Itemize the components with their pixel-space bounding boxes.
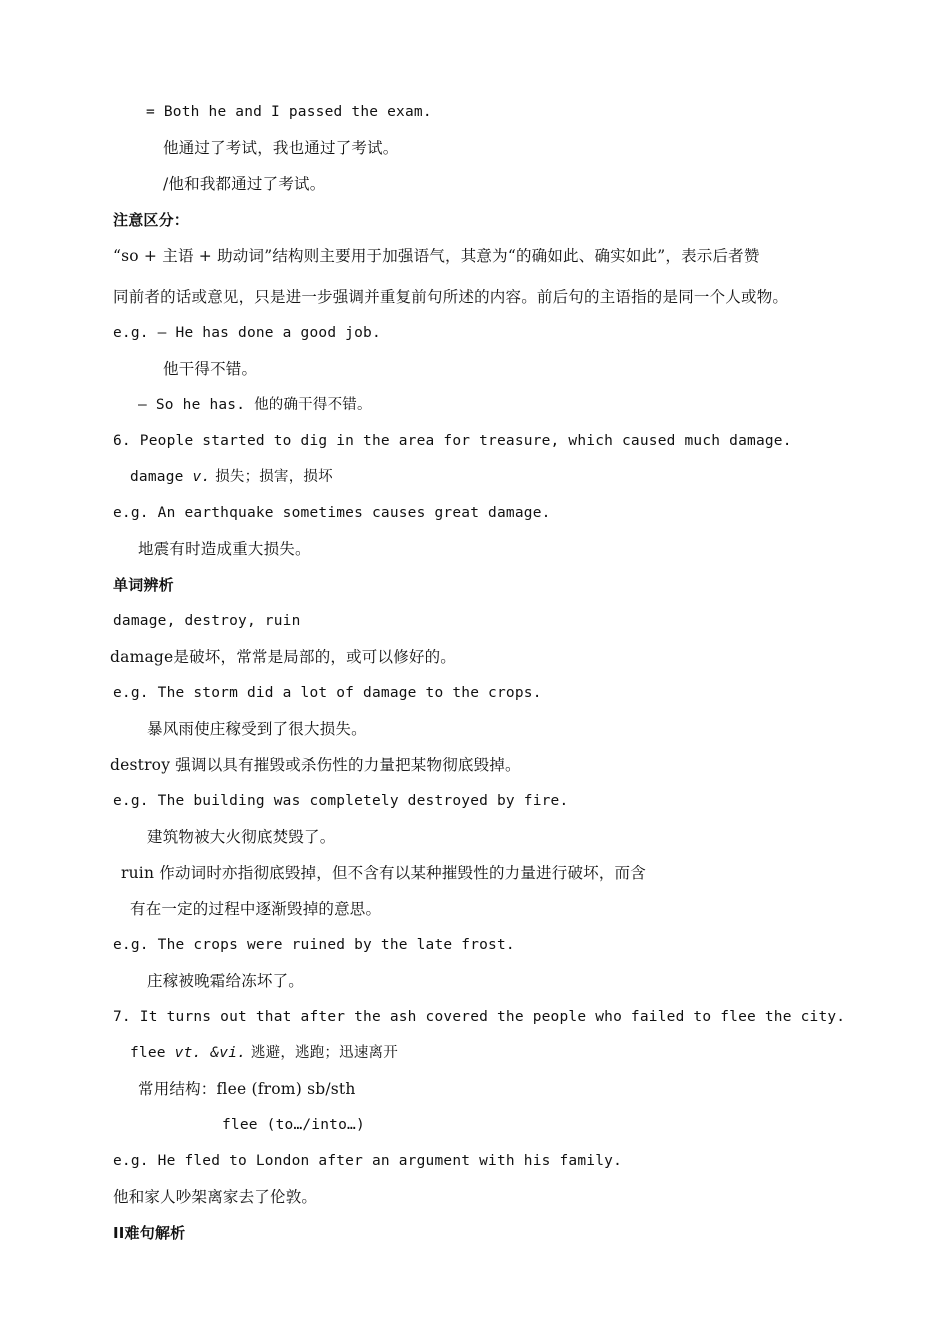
section-heading-difficult-sentences: II难句解析 bbox=[113, 1224, 186, 1242]
headword: damage bbox=[130, 469, 193, 485]
example-translation-alt: /他和我都通过了考试。 bbox=[163, 175, 326, 193]
common-structure: 常用结构：flee (from) sb/sth bbox=[138, 1080, 356, 1098]
numbered-item-6: 6. People started to dig in the area for treasure, which caused much damage. bbox=[113, 433, 792, 449]
example-equivalent-sentence: = Both he and I passed the exam. bbox=[146, 104, 432, 120]
part-of-speech: v. bbox=[192, 469, 211, 485]
example-sentence: e.g. The crops were ruined by the late frost. bbox=[113, 937, 515, 953]
example-sentence: e.g. The storm did a lot of damage to the crops. bbox=[113, 685, 542, 701]
definition: 逃避，逃跑；迅速离开 bbox=[246, 1045, 398, 1061]
example-sentence: e.g. An earthquake sometimes causes great damage. bbox=[113, 505, 551, 521]
part-of-speech: vt. &vi. bbox=[174, 1045, 247, 1061]
example-sentence: e.g. He fled to London after an argument with his family. bbox=[113, 1153, 622, 1169]
example-translation: 建筑物被大火彻底焚毁了。 bbox=[147, 828, 336, 846]
word-list: damage, destroy, ruin bbox=[113, 613, 301, 629]
example-translation: 庄稼被晚霜给冻坏了。 bbox=[147, 972, 305, 990]
section-heading-word-analysis: 单词辨析 bbox=[113, 576, 174, 594]
example-translation: 他通过了考试，我也通过了考试。 bbox=[163, 139, 399, 157]
word-explanation-continued: 有在一定的过程中逐渐毁掉的意思。 bbox=[130, 900, 382, 918]
paragraph-line: 同前者的话或意见，只是进一步强调并重复前句所述的内容。前后句的主语指的是同一个人或物。 bbox=[113, 288, 789, 306]
example-translation: 地震有时造成重大损失。 bbox=[138, 540, 311, 558]
definition: 损失；损害，损坏 bbox=[210, 469, 333, 485]
word-explanation: damage是破坏，常常是局部的，或可以修好的。 bbox=[110, 648, 456, 666]
word-explanation: destroy 强调以具有摧毁或杀伤性的力量把某物彻底毁掉。 bbox=[110, 756, 521, 774]
section-heading-note: 注意区分： bbox=[113, 211, 190, 229]
example-translation: 他和家人吵架离家去了伦敦。 bbox=[113, 1188, 318, 1206]
word-definition bbox=[130, 1043, 398, 1063]
example-translation: 暴风雨使庄稼受到了很大损失。 bbox=[147, 720, 367, 738]
example-sentence: — So he has. 他的确干得不错。 bbox=[138, 397, 372, 413]
common-structure-alt: flee (to…/into…) bbox=[222, 1117, 365, 1133]
example-sentence: e.g. The building was completely destroyed by fire. bbox=[113, 793, 569, 809]
headword: flee bbox=[130, 1045, 175, 1061]
example-sentence: e.g. — He has done a good job. bbox=[113, 325, 381, 341]
example-translation: 他干得不错。 bbox=[163, 360, 258, 378]
paragraph-line: “so + 主语 + 助动词”结构则主要用于加强语气，其意为“的确如此、确实如此”，表示后者赞 bbox=[113, 247, 760, 265]
word-definition bbox=[130, 467, 333, 487]
word-explanation: ruin 作动词时亦指彻底毁掉，但不含有以某种摧毁性的力量进行破坏，而含 bbox=[121, 864, 646, 882]
numbered-item-7: 7. It turns out that after the ash covered the people who failed to flee the city. bbox=[113, 1009, 846, 1025]
